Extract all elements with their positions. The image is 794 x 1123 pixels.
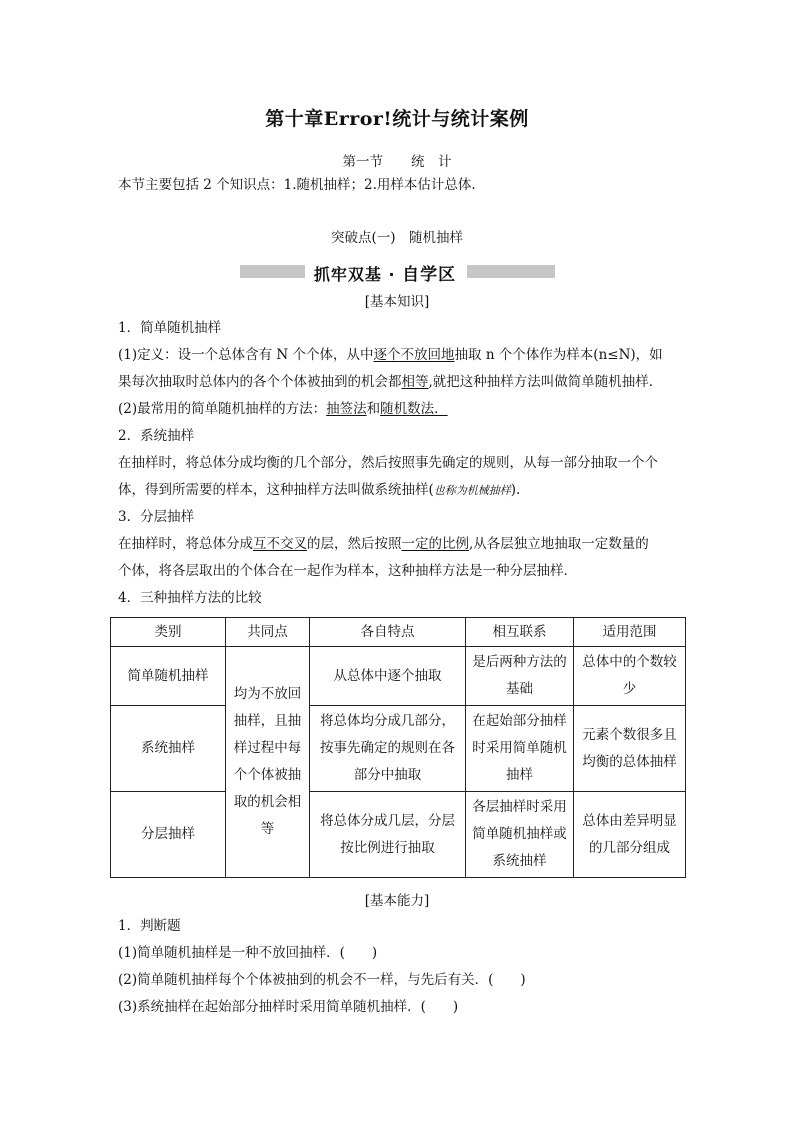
- cell-relation: 是后两种方法的基础: [466, 647, 574, 706]
- cell-feature: 将总体分成几层，分层按比例进行抽取: [310, 792, 466, 878]
- section-banner: [240, 260, 555, 285]
- basic-ability-heading: [基本能力]: [364, 893, 430, 909]
- system-sampling-title: 2．系统抽样: [118, 428, 195, 444]
- question-3: (3)系统抽样在起始部分抽样时采用简单随机抽样．( ): [118, 999, 459, 1015]
- banner-right-text: 自学区: [402, 265, 457, 285]
- table-row: [111, 647, 686, 706]
- text-segment: (1)定义：设一个总体含有 N 个个体，从中: [118, 347, 374, 363]
- underlined-term: 相等: [401, 374, 429, 390]
- chapter-title: 第十章Error!统计与统计案例: [265, 108, 529, 130]
- stratified-line2: 个体，将各层取出的个体合在一起作为样本，这种抽样方法是一种分层抽样．: [118, 563, 577, 579]
- comparison-title: 4．三种抽样方法的比较: [118, 590, 262, 606]
- underlined-term: 随机数法．: [380, 401, 448, 417]
- simple-definition-line1: [118, 347, 688, 364]
- system-line1: 在抽样时，将总体分成均衡的几个部分，然后按照事先确定的规则，从每一部分抽取一个个: [118, 455, 658, 471]
- text-segment: ,从各层独立地抽取一定数量的: [469, 536, 649, 552]
- underlined-term: 抽签法: [326, 401, 367, 417]
- simple-methods-line: [118, 401, 688, 418]
- underlined-term: 一定的比例: [401, 536, 469, 552]
- table-row: [111, 792, 686, 878]
- table-header: 各自特点: [310, 618, 466, 647]
- text-segment: ,就把这种抽样方法叫做简单随机抽样．: [428, 374, 663, 390]
- cell-type: 分层抽样: [111, 792, 226, 878]
- simple-sampling-title: 1．简单随机抽样: [118, 320, 222, 336]
- judge-title: 1．判断题: [118, 918, 181, 934]
- basic-knowledge-heading: [基本知识]: [364, 294, 430, 310]
- cell-relation: 在起始部分抽样时采用简单随机抽样: [466, 706, 574, 792]
- cell-type: 简单随机抽样: [111, 647, 226, 706]
- breakthrough-heading: 突破点(一) 随机抽样: [330, 230, 464, 246]
- banner-bar-right: [467, 265, 555, 278]
- banner-left-text: 抓牢双基 ·: [313, 265, 403, 284]
- section-name: 统 计: [411, 154, 452, 170]
- table-header: 类别: [111, 618, 226, 647]
- table-header-row: [111, 618, 686, 647]
- cell-common: 均为不放回抽样，且抽样过程中每个个体被抽取的机会相等: [226, 647, 310, 878]
- text-segment: 在抽样时，将总体分成: [118, 536, 253, 552]
- underlined-term: 互不交叉: [253, 536, 307, 552]
- text-segment: )．: [510, 482, 530, 498]
- cell-scope: 总体中的个数较少: [574, 647, 686, 706]
- banner-label: [310, 260, 460, 285]
- table-row: [111, 706, 686, 792]
- cell-scope: 元素个数很多且均衡的总体抽样: [574, 706, 686, 792]
- section-title: [0, 150, 794, 170]
- text-segment: 和: [366, 401, 381, 417]
- stratified-sampling-title: 3．分层抽样: [118, 509, 195, 525]
- comparison-table: [110, 617, 686, 878]
- banner-bar-left: [240, 265, 305, 278]
- table-header: 相互联系: [466, 618, 574, 647]
- text-segment: 果每次抽取时总体内的各个个体被抽到的机会都: [118, 374, 402, 390]
- text-segment: (2)最常用的简单随机抽样的方法：: [118, 401, 327, 417]
- handwritten-note: 也称为机械抽样: [433, 484, 511, 497]
- table-header: 共同点: [226, 618, 310, 647]
- cell-feature: 从总体中逐个抽取: [310, 647, 466, 706]
- cell-feature: 将总体均分成几部分，按事先确定的规则在各部分中抽取: [310, 706, 466, 792]
- question-2: (2)简单随机抽样每个个体被抽到的机会不一样，与先后有关．( ): [118, 972, 526, 988]
- question-1: (1)简单随机抽样是一种不放回抽样．( ): [118, 945, 378, 961]
- table-header: 适用范围: [574, 618, 686, 647]
- text-segment: 体，得到所需要的样本，这种抽样方法叫做系统抽样(: [118, 482, 434, 498]
- system-line2: [118, 482, 688, 499]
- simple-definition-line2: [118, 374, 688, 391]
- intro-text: 本节主要包括 2 个知识点：1.随机抽样；2.用样本估计总体.: [118, 177, 476, 193]
- section-label: 第一节: [342, 154, 383, 170]
- cell-type: 系统抽样: [111, 706, 226, 792]
- text-segment: 的层，然后按照: [307, 536, 402, 552]
- stratified-line1: [118, 536, 688, 553]
- text-segment: 抽取 n 个个体作为样本(n≤N)，如: [454, 347, 663, 363]
- underlined-term: 逐个不放回地: [373, 347, 455, 363]
- cell-relation: 各层抽样时采用简单随机抽样或系统抽样: [466, 792, 574, 878]
- cell-scope: 总体由差异明显的几部分组成: [574, 792, 686, 878]
